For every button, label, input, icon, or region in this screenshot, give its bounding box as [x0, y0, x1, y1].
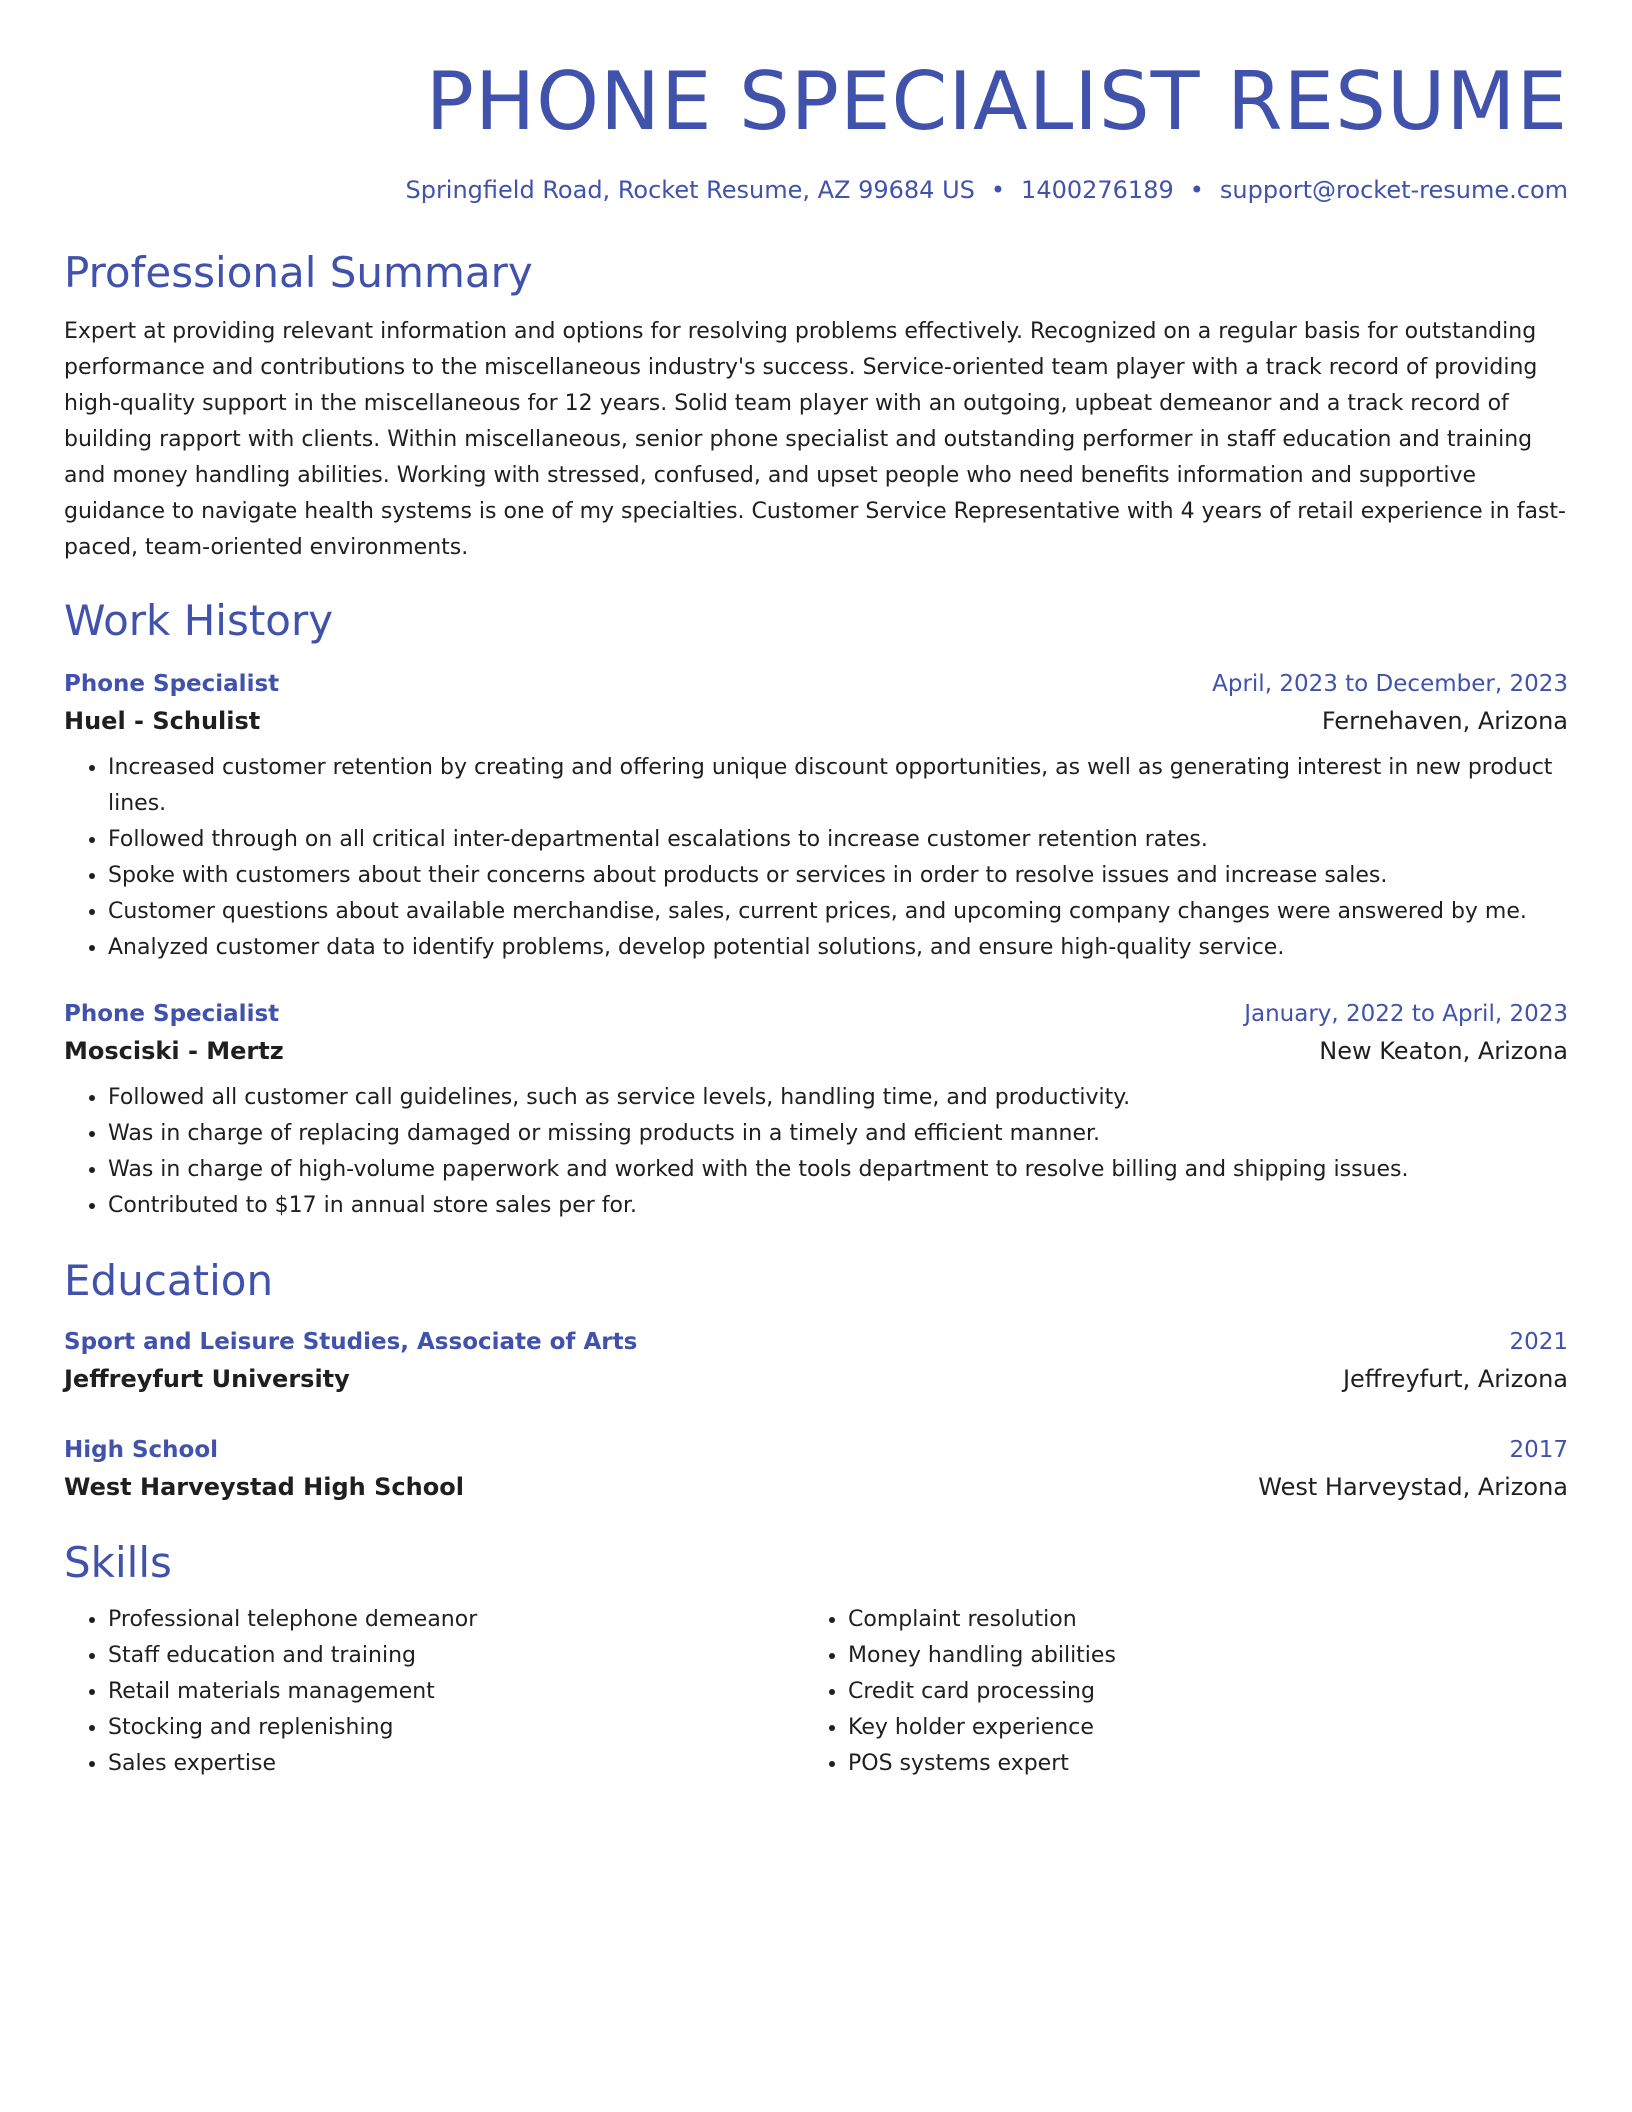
contact-address: Springfield Road, Rocket Resume, AZ 99684 US — [405, 176, 975, 204]
work-history-heading: Work History — [64, 596, 334, 645]
education-school: West Harveystad High School — [64, 1473, 464, 1501]
skills-heading: Skills — [64, 1538, 172, 1587]
summary-heading: Professional Summary — [64, 248, 533, 297]
resume-title: PHONE SPECIALIST RESUME — [425, 55, 1568, 148]
skill-item: • Complaint resolution — [848, 1602, 1544, 1638]
job-bullet: • Followed through on all critical inter-departmental escalations to increase customer retention rates. — [108, 822, 1568, 858]
job-bullet: • Spoke with customers about their concerns about products or services in order to resolve issues and increase sales. — [108, 858, 1568, 894]
skills-section — [64, 1536, 1568, 1782]
job-entry — [64, 666, 1568, 966]
education-school: Jeffreyfurt University — [64, 1365, 350, 1393]
skills-list-left — [64, 1602, 804, 1782]
education-section — [64, 1254, 1568, 1506]
job-entry — [64, 996, 1568, 1224]
job-company: Huel - Schulist — [64, 707, 261, 735]
resume-header — [64, 52, 1568, 206]
contact-separator: • — [990, 176, 1006, 204]
skills-list-right — [804, 1602, 1544, 1782]
job-bullet: • Was in charge of high-volume paperwork and worked with the tools department to resolve billing and shipping issues. — [108, 1152, 1568, 1188]
education-location: Jeffreyfurt, Arizona — [1342, 1365, 1568, 1393]
job-dates: April, 2023 to December, 2023 — [1212, 671, 1568, 697]
summary-section — [64, 246, 1568, 566]
education-heading: Education — [64, 1256, 274, 1305]
job-bullet: • Followed all customer call guidelines, such as service levels, handling time, and productivity. — [108, 1080, 1568, 1116]
job-location: Fernehaven, Arizona — [1321, 707, 1568, 735]
job-bullet: • Customer questions about available merchandise, sales, current prices, and upcoming company changes were answered by me. — [108, 894, 1568, 930]
job-bullet-list — [64, 1080, 1568, 1224]
skill-item: • Key holder experience — [848, 1710, 1544, 1746]
skill-item: • Stocking and replenishing — [108, 1710, 804, 1746]
education-degree: High School — [64, 1437, 219, 1463]
job-bullet: • Contributed to $17 in annual store sales per for. — [108, 1188, 1568, 1224]
skill-item: • POS systems expert — [848, 1746, 1544, 1782]
skill-item: • Sales expertise — [108, 1746, 804, 1782]
skills-columns — [64, 1602, 1568, 1782]
contact-email: support@rocket-resume.com — [1219, 176, 1568, 204]
education-entry — [64, 1324, 1568, 1398]
work-history-section — [64, 594, 1568, 1224]
job-bullet: • Was in charge of replacing damaged or missing products in a timely and efficient manner. — [108, 1116, 1568, 1152]
job-dates: January, 2022 to April, 2023 — [1244, 1001, 1568, 1027]
skill-item: • Staff education and training — [108, 1638, 804, 1674]
job-bullet-list — [64, 750, 1568, 966]
contact-phone: 1400276189 — [1021, 176, 1174, 204]
summary-text: Expert at providing relevant information and options for resolving problems effectively. Recognized on a regular basis for outstanding performance and contributions to the miscellaneous industry's success. Service-oriented team player with a track record of providing high-quality support in the miscellaneous for 12 years. Solid team player with an outgoing, upbeat demeanor and a track record of building rapport with clients. Within miscellaneous, senior phone specialist and outstanding performer in staff education and training and money handling abilities. Working with stressed, confused, and upset people who need benefits information and supportive guidance to navigate health systems is one of my specialties. Customer Service Representative with 4 years of retail experience in fast-paced, team-oriented environments. — [64, 319, 1566, 560]
education-entry — [64, 1432, 1568, 1506]
skill-item: • Credit card processing — [848, 1674, 1544, 1710]
job-role: Phone Specialist — [64, 1001, 280, 1027]
skill-item: • Retail materials management — [108, 1674, 804, 1710]
job-role: Phone Specialist — [64, 671, 280, 697]
contact-line — [64, 174, 1568, 206]
education-degree: Sport and Leisure Studies, Associate of Arts — [64, 1329, 638, 1355]
job-bullet: • Analyzed customer data to identify problems, develop potential solutions, and ensure high-quality service. — [108, 930, 1568, 966]
skill-item: • Money handling abilities — [848, 1638, 1544, 1674]
job-company: Mosciski - Mertz — [64, 1037, 284, 1065]
job-bullet: • Increased customer retention by creating and offering unique discount opportunities, as well as generating interest in new product lines. — [108, 750, 1568, 822]
skill-item: • Professional telephone demeanor — [108, 1602, 804, 1638]
education-year: 2021 — [1509, 1329, 1568, 1355]
contact-separator: • — [1189, 176, 1204, 204]
job-location: New Keaton, Arizona — [1319, 1037, 1568, 1065]
education-location: West Harveystad, Arizona — [1258, 1473, 1568, 1501]
education-year: 2017 — [1509, 1437, 1568, 1463]
